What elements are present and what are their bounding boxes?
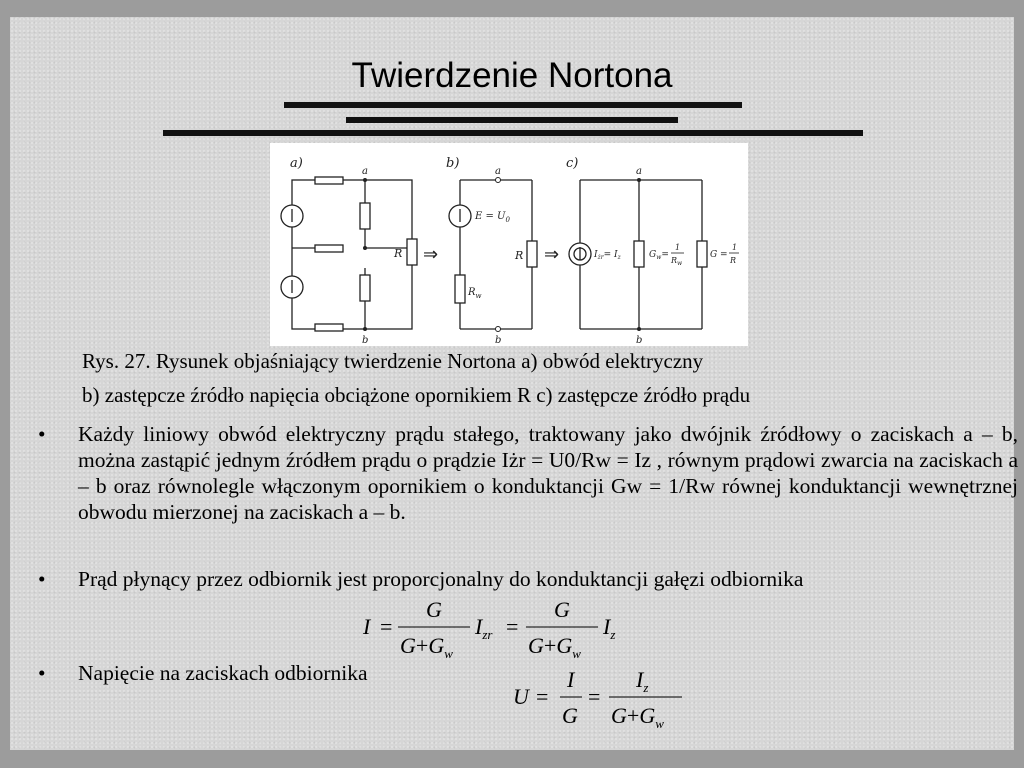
arrow-a-to-b: ⇒ (423, 244, 439, 265)
resistor-r-label-b: R (515, 249, 524, 262)
terminal-b-label: b (362, 335, 369, 346)
resistor-rw-label: $R_w$ (468, 287, 482, 300)
circuit-diagram (270, 143, 748, 346)
bullet-marker: • (38, 661, 46, 685)
circuit-figure (270, 143, 748, 346)
bullet-text: Każdy liniowy obwód elektryczny prądu stałego, traktowany jako dwójnik źródłowy o zaciskach a – b, można zastąpić jednym źródłem prądu o prądzie Iżr = U0/Rw = Iz , równym prądowi zwarcia na zaciskach a – b oraz równolegle włączonym opornikiem o konduktancji Gw = 1/Rw równej konduktancji wewnętrznej obwodu mierzonej na zaciskach a – b. (78, 422, 1018, 524)
resistor-r-label: R (394, 247, 403, 260)
eq-equals: = (380, 614, 393, 639)
panel-c-label: c) (566, 156, 579, 171)
title-rule-top (284, 102, 742, 108)
figure-caption-line1: Rys. 27. Rysunek objaśniający twierdzenie Nortona a) obwód elektryczny (82, 349, 704, 373)
panel-b-label: b) (446, 156, 460, 171)
eq-u-lhs: U (513, 684, 529, 709)
eq-num-iz: $I_z$ (636, 667, 649, 695)
current-source-label: $I_{żr}= I_z$ (594, 250, 621, 261)
equation-voltage (508, 667, 698, 742)
title-rule-bottom (163, 130, 863, 136)
circuit-c (569, 180, 707, 329)
figure-caption-line2: b) zastępcze źródło napięcia obciążone opornikiem R c) zastępcze źródło prądu (82, 383, 751, 407)
eq-equals: = (536, 684, 549, 709)
terminal-b-label-b: b (495, 335, 502, 346)
slide-title: Twierdzenie Nortona (351, 56, 673, 95)
eq-num-i: I (567, 667, 575, 692)
eq-equals-2: = (506, 614, 519, 639)
eq-factor-iz: $I_z$ (603, 614, 616, 642)
eq-num-g-2: G (554, 597, 570, 622)
bullet-marker: • (38, 422, 46, 446)
terminal-a-label: a (362, 166, 368, 177)
bullet-marker: • (38, 567, 46, 591)
conductance-g-num: 1 (732, 243, 738, 252)
eq-den-g: G (562, 703, 578, 728)
title-rule-middle (346, 117, 678, 123)
terminal-a-label-b: a (495, 166, 501, 177)
panel-a-label: a) (290, 156, 303, 171)
eq-den-2: $G+G_w$ (528, 633, 581, 661)
bullet-text: Prąd płynący przez odbiornik jest proporcjonalny do konduktancji gałęzi odbiornika (78, 567, 804, 591)
conductance-g-den: R (730, 256, 737, 265)
eq-equals-2: = (588, 684, 601, 709)
eq-den-1: $G+G_w$ (400, 633, 453, 661)
eq-den-2: $G+G_w$ (611, 703, 664, 731)
circuit-b (449, 180, 537, 329)
terminal-b-label-c: b (636, 335, 643, 346)
conductance-gw-label: $G_w=$ (649, 250, 669, 261)
eq-num-g: G (426, 597, 442, 622)
conductance-g-label: G = (710, 250, 728, 260)
eq-factor-izr: $I_{zr}$ (475, 614, 493, 642)
conductance-gw-num: 1 (675, 243, 681, 252)
terminal-a-label-c: a (636, 166, 642, 177)
conductance-gw-den: $R_w$ (671, 256, 683, 267)
eq-i-lhs: I (363, 614, 371, 639)
arrow-b-to-c: ⇒ (544, 244, 560, 265)
bullet-text: Napięcie na zaciskach odbiornika (78, 661, 368, 685)
source-e-label: $E = U_0$ (475, 211, 510, 224)
